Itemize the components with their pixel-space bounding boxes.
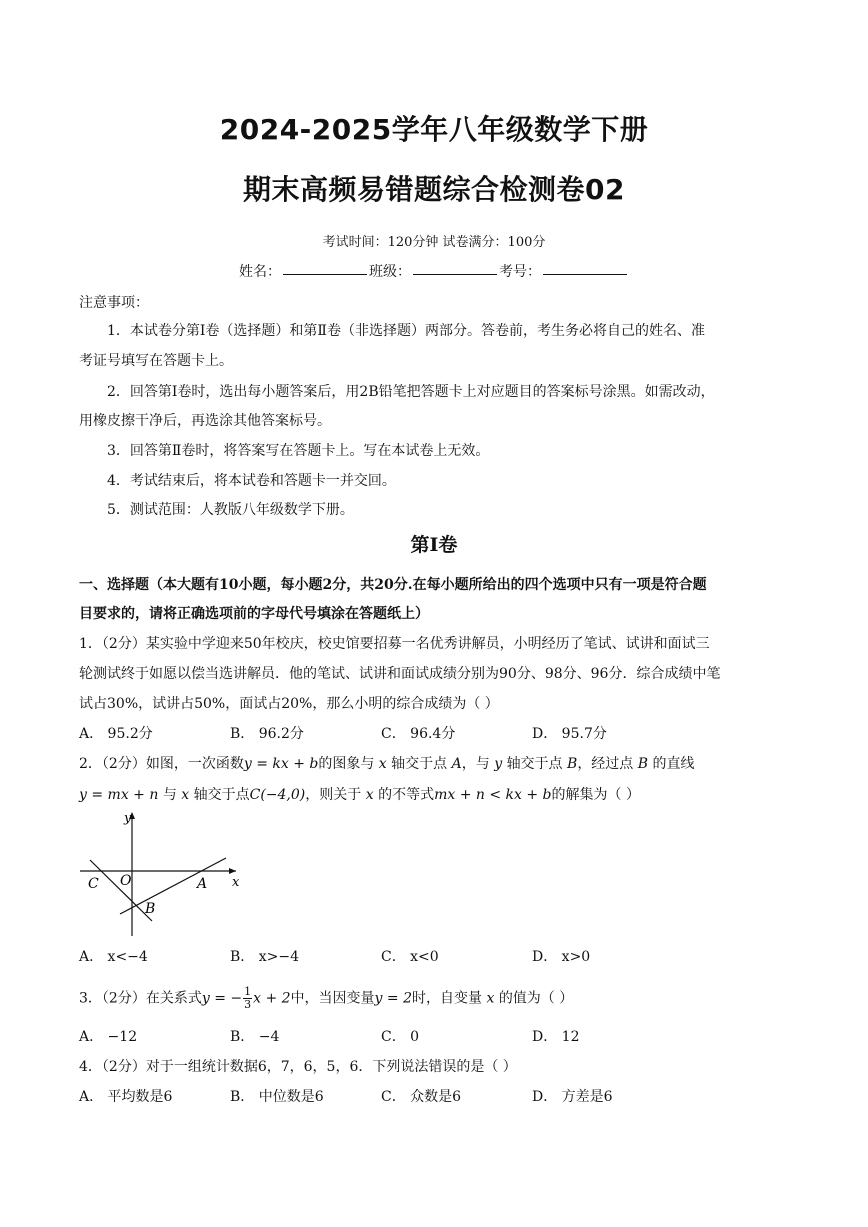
q3-option-b[interactable]: B． −4 — [230, 1029, 280, 1045]
student-info-fields — [239, 261, 629, 281]
q2-point-c: C(−4,0) — [249, 787, 306, 803]
q3-equation-lhs: y = − — [201, 990, 243, 1007]
q2-equation-2: y = mx + n — [79, 787, 159, 803]
q2-point-b: B — [567, 756, 578, 772]
q2-text: 轴交于点 — [193, 787, 250, 803]
name-label: 姓名： — [239, 264, 281, 280]
q2-var-y: y — [494, 756, 503, 772]
q2-text: 的不等式 — [378, 787, 435, 803]
q3-prefix: 3．（2分）在关系式 — [79, 990, 202, 1007]
q2-option-a[interactable]: A． x<−4 — [79, 949, 148, 965]
q2-text: 的直线 — [652, 756, 695, 772]
q3-text: 中，当因变量 — [290, 990, 375, 1007]
q3-option-c[interactable]: C． 0 — [381, 1029, 420, 1045]
q2-graph-figure — [76, 808, 246, 938]
q4-option-d[interactable]: D． 方差是6 — [532, 1089, 613, 1105]
x-axis-arrow — [229, 868, 236, 874]
q3-text — [79, 986, 573, 1011]
label-o: O — [120, 873, 132, 889]
q2-option-d[interactable]: D． x>0 — [532, 949, 591, 965]
q4-text: 4．（2分）对于一组统计数据6，7，6，5，6．下列说法错误的是（ ） — [79, 1059, 517, 1075]
q4-option-b[interactable]: B． 中位数是6 — [230, 1089, 324, 1105]
q1-option-d[interactable]: D． 95.7分 — [532, 726, 607, 742]
class-blank[interactable] — [413, 261, 497, 275]
q2-text: ，与 — [461, 756, 490, 772]
notice-item-5: 5．测试范围：人教版八年级数学下册。 — [107, 502, 354, 518]
q2-option-b[interactable]: B． x>−4 — [230, 949, 300, 965]
q2-text-line2 — [79, 784, 640, 804]
q2-text: 的解集为（ ） — [551, 787, 640, 803]
q2-text: 轴交于点 — [391, 756, 448, 772]
q1-option-b[interactable]: B． 96.2分 — [230, 726, 304, 742]
notice-item-4: 4．考试结束后，将本试卷和答题卡一并交回。 — [107, 473, 396, 489]
q1-option-c[interactable]: C． 96.4分 — [381, 726, 456, 742]
q3-option-d[interactable]: D． 12 — [532, 1029, 580, 1045]
q1-text-line2: 轮测试终于如愿以偿当选讲解员．他的笔试、试讲和面试成绩分别为90分、98分、96分．综合成绩中笔 — [79, 666, 721, 682]
q2-point-b: B — [637, 756, 649, 772]
line-kx-plus-b — [120, 858, 226, 914]
q2-point-a: A — [451, 756, 462, 772]
q2-text: ，经过点 — [577, 756, 634, 772]
exam-title-line1: 2024-2025学年八年级数学下册 — [219, 113, 649, 146]
q3-condition: y = 2 — [374, 990, 412, 1007]
id-blank[interactable] — [543, 261, 627, 275]
q1-option-a[interactable]: A． 95.2分 — [79, 726, 153, 742]
class-label: 班级： — [369, 264, 411, 280]
q2-var-x: x — [365, 787, 374, 803]
label-c: C — [88, 876, 99, 892]
label-a: A — [197, 876, 208, 892]
notice-item-3: 3．回答第Ⅱ卷时，将答案写在答题卡上。写在本试卷上无效。 — [107, 443, 490, 459]
q2-text: ，则关于 — [305, 787, 362, 803]
q4-option-a[interactable]: A． 平均数是6 — [79, 1089, 173, 1105]
q3-fraction-den: 3 — [244, 998, 252, 1011]
q2-var-x: x — [181, 787, 190, 803]
notice-item-1b: 考证号填写在答题卡上。 — [79, 353, 233, 369]
label-x: x — [232, 875, 240, 890]
q2-equation-1: y = kx + b — [243, 756, 319, 772]
q2-inequality: mx + n < kx + b — [434, 787, 552, 803]
exam-title-line2: 期末高频易错题综合检测卷02 — [243, 173, 625, 206]
q3-equation-rhs: x + 2 — [253, 990, 291, 1007]
part-title-line1: 一、选择题（本大题有10小题，每小题2分，共20分.在每小题所给出的四个选项中只有一项是符合题 — [79, 577, 707, 593]
q2-var-x: x — [378, 756, 387, 772]
part-title-line2: 目要求的，请将正确选项前的字母代号填涂在答题纸上） — [79, 606, 429, 622]
q3-text: 的值为（ ） — [498, 990, 574, 1007]
q4-option-c[interactable]: C． 众数是6 — [381, 1089, 462, 1105]
q1-text-line3: 试占30%，试讲占50%，面试占20%，那么小明的综合成绩为（ ） — [79, 696, 499, 712]
q1-text-line1: 1．（2分）某实验中学迎来50年校庆，校史馆要招募一名优秀讲解员，小明经历了笔试、试讲和面试三 — [79, 636, 710, 652]
label-y: y — [124, 811, 132, 826]
q2-text: 轴交于点 — [506, 756, 563, 772]
label-b: B — [145, 901, 156, 917]
id-label: 考号： — [499, 264, 541, 280]
section-title: 第Ⅰ卷 — [410, 534, 458, 556]
exam-meta: 考试时间：120分钟 试卷满分：100分 — [322, 235, 546, 250]
q3-option-a[interactable]: A． −12 — [79, 1029, 138, 1045]
q2-text: 与 — [162, 787, 177, 803]
name-blank[interactable] — [283, 261, 367, 275]
q2-text: 的图象与 — [318, 756, 375, 772]
notice-item-1a: 1．本试卷分第Ⅰ卷（选择题）和第Ⅱ卷（非选择题）两部分。答卷前，考生务必将自己的姓名、准 — [107, 323, 705, 339]
q2-prefix: 2．（2分）如图，一次函数 — [79, 756, 244, 772]
q3-var-x: x — [486, 990, 495, 1007]
line-mx-plus-n — [90, 860, 152, 921]
notice-item-2a: 2．回答第Ⅰ卷时，选出每小题答案后，用2B铅笔把答题卡上对应题目的答案标号涂黑。如需改动， — [107, 384, 715, 400]
notice-heading: 注意事项： — [79, 295, 149, 311]
q3-fraction — [243, 986, 252, 1011]
q3-text: 时，自变量 — [412, 990, 482, 1007]
q2-text-line1 — [79, 753, 695, 773]
notice-item-2b: 用橡皮擦干净后，再选涂其他答案标号。 — [79, 413, 331, 429]
q2-option-c[interactable]: C． x<0 — [381, 949, 439, 965]
q3-fraction-num: 1 — [244, 985, 252, 998]
